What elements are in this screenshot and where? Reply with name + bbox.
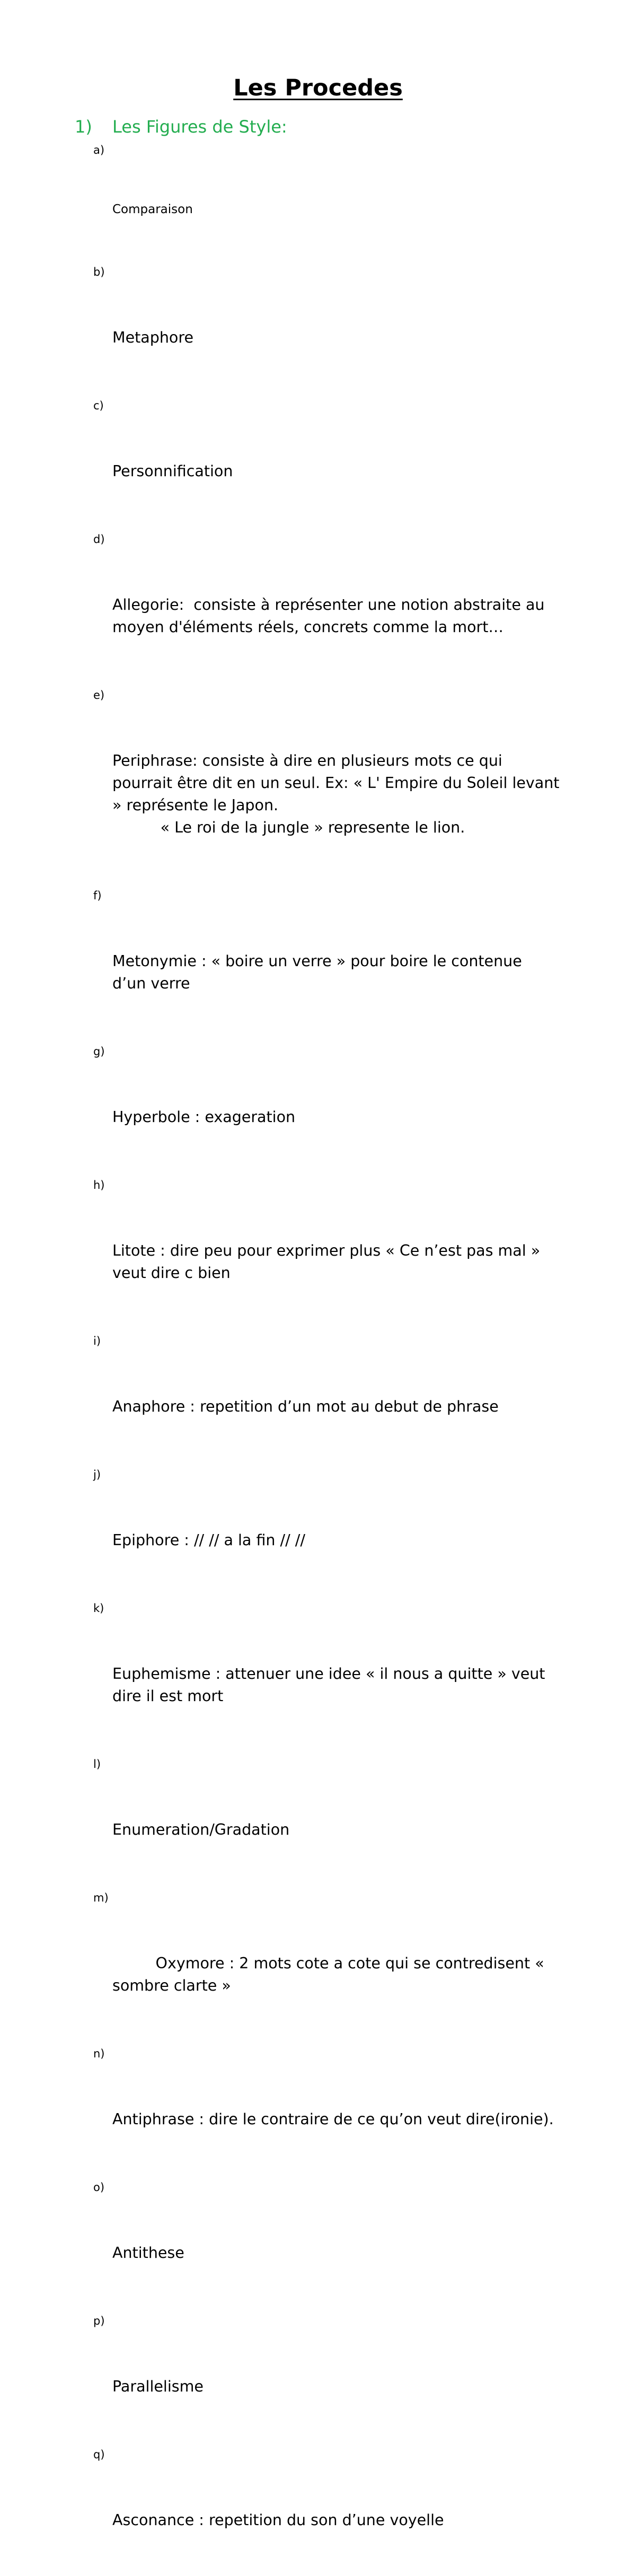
list-item (93, 1462, 560, 1596)
list-marker: j) (93, 1468, 101, 1481)
list-item (93, 393, 560, 527)
figures-list (93, 139, 560, 2576)
list-item-text: Anaphore : repetition d’un mot au debut de phrase (112, 1398, 499, 1415)
list-item-text: Euphemisme : attenuer une idee « il nous a quitte » veut dire il est mort (112, 1665, 550, 1705)
list-marker: k) (93, 1602, 104, 1615)
page-title: Les Procedes (233, 75, 403, 101)
list-marker: i) (93, 1335, 101, 1347)
list-item-text: Allegorie: consiste à représenter une notion abstraite au moyen d'éléments réels, concrets comme la mort… (112, 596, 550, 636)
list-marker: f) (93, 889, 102, 902)
list-item-text: Asconance : repetition du son d’une voyelle (112, 2511, 444, 2529)
list-item (93, 2309, 560, 2442)
list-item (93, 683, 560, 883)
list-item-text: Antithese (112, 2244, 184, 2262)
list-marker: p) (93, 2315, 105, 2327)
list-marker: m) (93, 1891, 109, 1904)
list-item-text: Comparaison (112, 203, 193, 216)
section-title: Les Figures de Style: (112, 117, 287, 137)
list-item (93, 1596, 560, 1752)
list-item (93, 883, 560, 1039)
list-marker: h) (93, 1179, 105, 1191)
list-marker: a) (93, 144, 105, 156)
list-item (93, 2442, 560, 2576)
list-item (93, 1886, 560, 2041)
list-item-text: Epiphore : // // a la fin // // (112, 1531, 305, 1549)
list-item (93, 1752, 560, 1886)
list-marker: c) (93, 399, 104, 412)
list-item (93, 139, 560, 260)
list-marker: l) (93, 1758, 101, 1771)
list-item-text: Metaphore (112, 329, 193, 346)
list-item-text: Parallelisme (112, 2378, 204, 2395)
list-item-text: Hyperbole : exageration (112, 1108, 296, 1126)
list-item-text: Enumeration/Gradation (112, 1821, 290, 1838)
list-item-text: Periphrase: consiste à dire en plusieurs mots ce qui pourrait être dit en un seul. Ex: « L' Empire du Soleil levant » représente le Japon. « Le roi de la jungle » represente le lion. (112, 752, 560, 836)
list-item (93, 2041, 560, 2175)
list-marker: b) (93, 266, 105, 278)
list-marker: n) (93, 2047, 105, 2060)
section-heading (75, 115, 287, 138)
list-marker: o) (93, 2181, 105, 2194)
list-item-text: Oxymore : 2 mots cote a cote qui se contredisent « sombre clarte » (112, 1955, 549, 1994)
list-item (93, 1329, 560, 1462)
list-item (93, 260, 560, 393)
section-number: 1) (75, 117, 92, 137)
list-item (93, 1173, 560, 1329)
list-marker: e) (93, 689, 105, 702)
list-item-text: Personnification (112, 462, 233, 480)
list-item (93, 527, 560, 683)
list-marker: q) (93, 2448, 105, 2461)
list-item (93, 1039, 560, 1173)
list-item-text: Antiphrase : dire le contraire de ce qu’on veut dire(ironie). (112, 2110, 554, 2128)
list-item-text: Litote : dire peu pour exprimer plus « Ce n’est pas mal » veut dire c bien (112, 1242, 545, 1282)
list-marker: d) (93, 533, 105, 546)
list-marker: g) (93, 1045, 105, 1058)
list-item-text: Metonymie : « boire un verre » pour boire le contenue d’un verre (112, 952, 527, 992)
list-item (93, 2175, 560, 2309)
